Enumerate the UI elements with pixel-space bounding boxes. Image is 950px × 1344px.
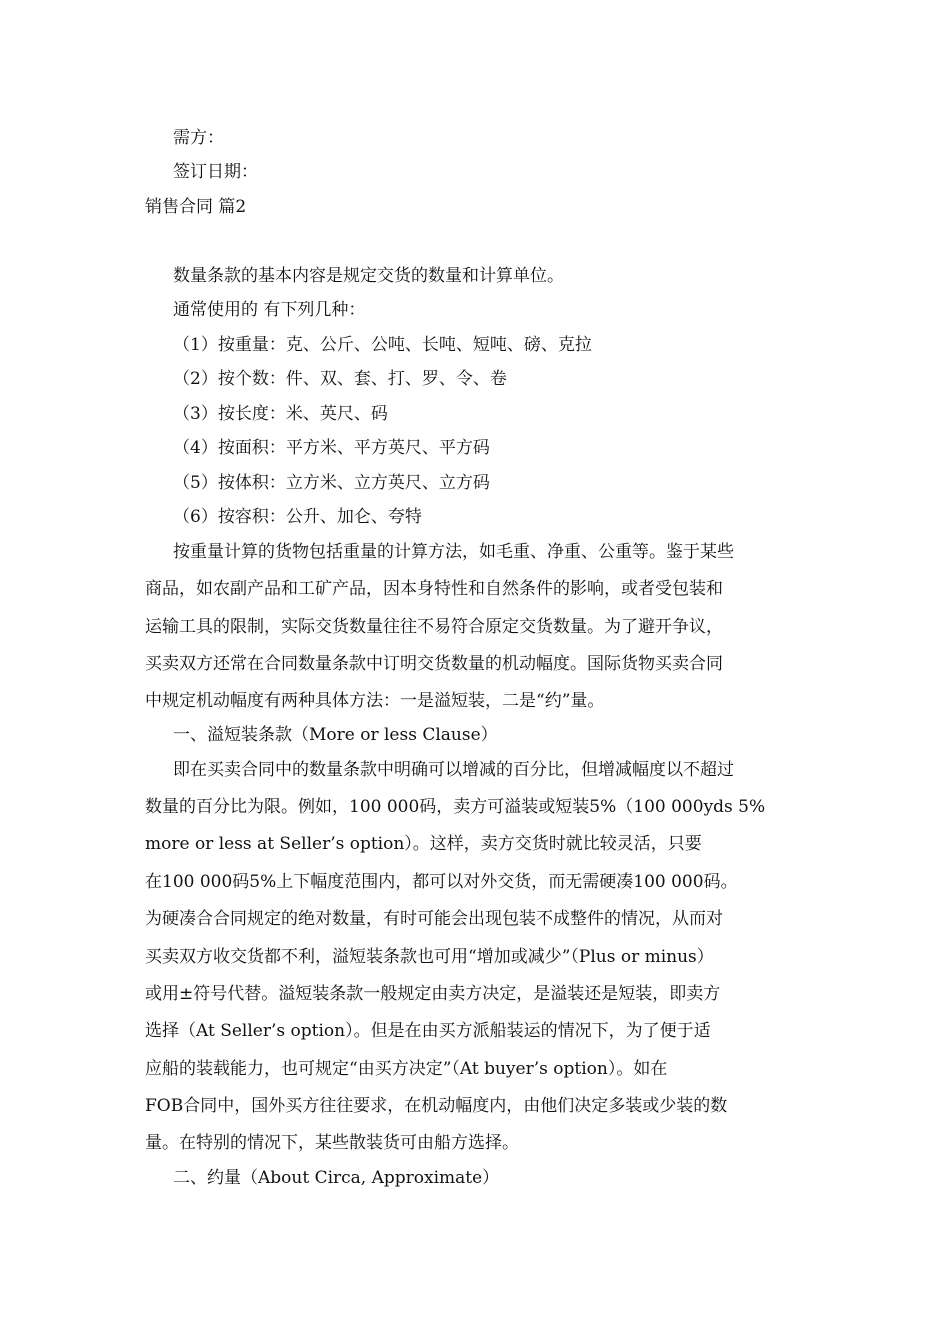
unit-list-item: （6）按容积：公升、加仑、夸特 <box>173 507 422 527</box>
clause-heading: 一、溢短装条款（More or less Clause） <box>173 725 498 745</box>
paragraph-line: 商品，如农副产品和工矿产品，因本身特性和自然条件的影响，或者受包装和 <box>145 579 723 599</box>
unit-list-item: （4）按面积：平方米、平方英尺、平方码 <box>173 438 490 458</box>
paragraph-line: 选择（At Seller’s option）。但是在由买方派船装运的情况下，为了便于适 <box>145 1021 711 1041</box>
unit-list-item: （2）按个数：件、双、套、打、罗、令、卷 <box>173 369 507 389</box>
paragraph-line: 应船的装载能力，也可规定“由买方决定”（At buyer’s option）。如在 <box>145 1059 668 1079</box>
paragraph-line: 为硬凑合合同规定的绝对数量，有时可能会出现包装不成整件的情况，从而对 <box>145 909 723 929</box>
paragraph-line: 按重量计算的货物包括重量的计算方法，如毛重、净重、公重等。鉴于某些 <box>173 542 734 562</box>
clause-heading: 二、约量（About Circa, Approximate） <box>173 1168 500 1188</box>
paragraph-line: 买卖双方收交货都不利，溢短装条款也可用“增加或减少”（Plus or minus） <box>145 947 714 967</box>
buyer-label: 需方： <box>173 128 224 148</box>
paragraph-line: 中规定机动幅度有两种具体方法：一是溢短装，二是“约”量。 <box>145 691 605 711</box>
unit-list-item: （3）按长度：米、英尺、码 <box>173 404 388 424</box>
paragraph-line: 数量的百分比为限。例如，100 000码，卖方可溢装或短装5%（100 000yds 5% <box>145 797 766 817</box>
paragraph-line: 买卖双方还常在合同数量条款中订明交货数量的机动幅度。国际货物买卖合同 <box>145 654 723 674</box>
paragraph-line: 运输工具的限制，实际交货数量往往不易符合原定交货数量。为了避开争议， <box>145 617 723 637</box>
unit-list-item: （1）按重量：克、公斤、公吨、长吨、短吨、磅、克拉 <box>173 335 592 355</box>
paragraph-line: 在100 000码5%上下幅度范围内，都可以对外交货，而无需硬凑100 000码。 <box>145 872 738 892</box>
paragraph-line: 或用±符号代替。溢短装条款一般规定由卖方决定，是溢装还是短装，即卖方 <box>145 984 721 1004</box>
paragraph-line: 量。在特别的情况下，某些散装货可由船方选择。 <box>145 1133 519 1153</box>
unit-list-item: （5）按体积：立方米、立方英尺、立方码 <box>173 473 490 493</box>
signing-date-label: 签订日期： <box>173 162 258 182</box>
paragraph-line: more or less at Seller’s option）。这样，卖方交货时就比较灵活，只要 <box>145 834 702 854</box>
intro-line: 通常使用的 有下列几种： <box>173 300 366 320</box>
intro-line: 数量条款的基本内容是规定交货的数量和计算单位。 <box>173 266 564 286</box>
paragraph-line: 即在买卖合同中的数量条款中明确可以增减的百分比，但增减幅度以不超过 <box>173 760 734 780</box>
section-title: 销售合同 篇2 <box>145 197 247 217</box>
paragraph-line: FOB合同中，国外买方往往要求，在机动幅度内，由他们决定多装或少装的数 <box>145 1096 728 1116</box>
